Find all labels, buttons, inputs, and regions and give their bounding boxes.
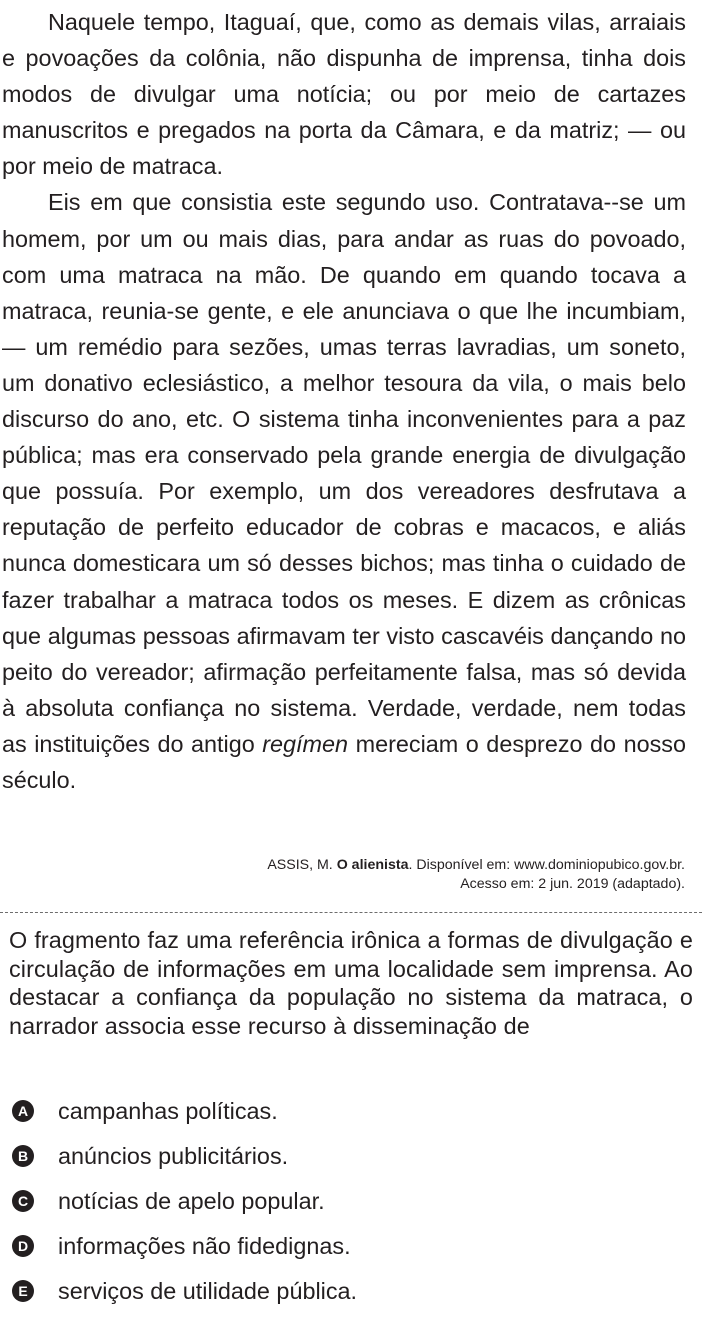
option-d-letter-icon: D — [12, 1235, 34, 1257]
option-a-letter-icon: A — [12, 1100, 34, 1122]
option-e-text: serviços de utilidade pública. — [58, 1278, 358, 1304]
citation-line-1 — [85, 856, 685, 875]
option-c-text: notícias de apelo popular. — [58, 1188, 325, 1214]
option-b[interactable] — [12, 1141, 288, 1171]
option-e-letter-icon: E — [12, 1280, 34, 1302]
passage-paragraph-1: Naquele tempo, Itaguaí, que, como as demais vilas, arraiais e povoações da colônia, não dispunha de imprensa, tinha dois modos de divulgar uma notícia; ou por meio de cartazes manuscritos e pregados na porta da Câmara, e da matriz; — ou por meio de matraca. — [2, 9, 686, 180]
citation-source: . Disponível em: www.dominiopubico.gov.br. — [408, 857, 685, 873]
passage-paragraph-2-text-b: mereciam o desprezo do nosso século. — [2, 730, 687, 793]
option-b-letter-icon: B — [12, 1145, 34, 1167]
option-c-letter-icon: C — [12, 1190, 34, 1212]
dashed-divider — [0, 912, 702, 913]
question-stem: O fragmento faz uma referência irônica a formas de divulgação e circulação de informações em uma localidade sem imprensa. Ao destacar a confiança da população no sistema da matraca, o narrador associa esse recurso à disseminação de — [9, 927, 693, 1039]
option-c[interactable] — [12, 1186, 325, 1216]
passage-paragraph-2 — [2, 184, 686, 798]
citation-work-title: O alienista — [336, 857, 409, 873]
italic-word: regímen — [262, 730, 349, 757]
passage — [2, 4, 686, 798]
option-e[interactable] — [12, 1276, 357, 1306]
citation-author: ASSIS, M. — [267, 857, 337, 873]
option-b-text: anúncios publicitários. — [58, 1143, 289, 1169]
option-a[interactable] — [12, 1096, 278, 1126]
option-d-text: informações não fidedignas. — [58, 1233, 351, 1259]
passage-paragraph-2-text-a: Eis em que consistia este segundo uso. Contratava--se um homem, por um ou mais dias, para andar as ruas do povoado, com uma matraca na mão. De quando em quando tocava a matraca, reunia-se gente, e ele anunciava o que lhe incumbiam, — um remédio para sezões, umas terras lavradias, um soneto, um donativo eclesiástico, a melhor tesoura da vila, o mais belo discurso do ano, etc. O sistema tinha inconvenientes para a paz pública; mas era conservado pela grande energia de divulgação que possuía. Por exemplo, um dos vereadores desfrutava a reputação de perfeito educador de cobras e macacos, e aliás nunca domesticara um só desses bichos; mas tinha o cuidado de fazer trabalhar a matraca todos os meses. E dizem as crônicas que algumas pessoas afirmavam ter visto cascavéis dançando no peito do vereador; afirmação perfeitamente falsa, mas só devida à absoluta confiança no sistema. Verdade, verdade, nem todas as instituições do antigo — [2, 189, 686, 757]
option-a-text: campanhas políticas. — [58, 1098, 278, 1124]
option-d[interactable] — [12, 1231, 351, 1261]
citation-line-2: Acesso em: 2 jun. 2019 (adaptado). — [460, 876, 685, 892]
source-citation — [85, 856, 685, 894]
